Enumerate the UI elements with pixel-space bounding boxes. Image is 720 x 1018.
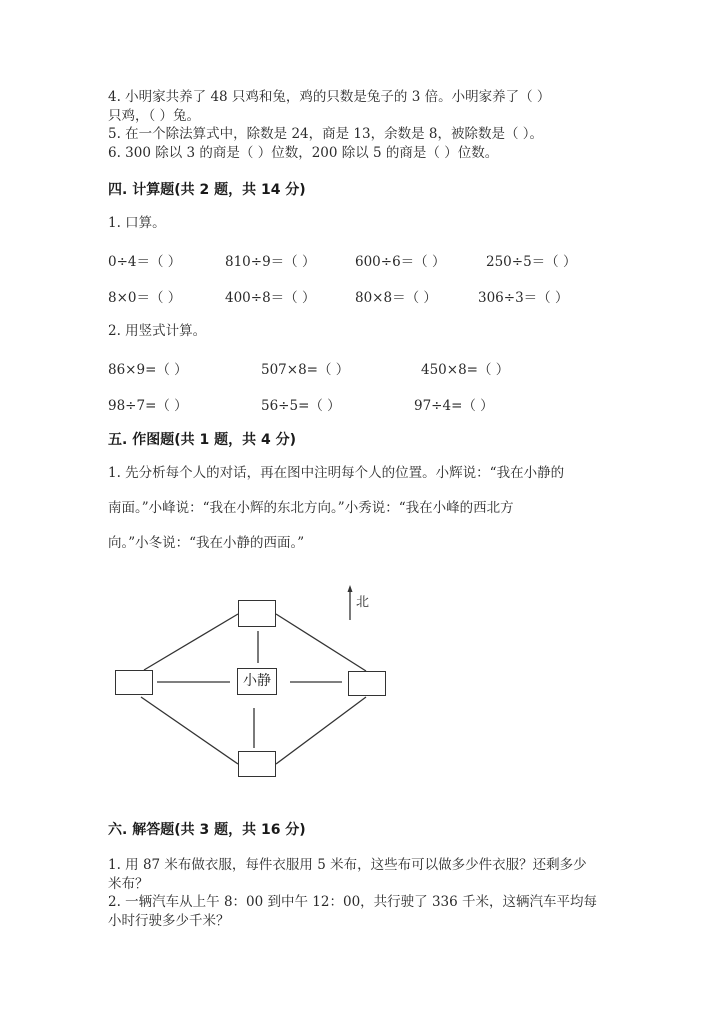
- diagram-box-top[interactable]: [238, 600, 276, 627]
- diagram-box-left[interactable]: [115, 670, 153, 695]
- diagram-box-right[interactable]: [348, 671, 386, 696]
- diagram-box-bottom[interactable]: [238, 751, 276, 777]
- vertical-calc-item: 86×9=（ ）: [108, 362, 188, 378]
- drawing-question-line-2: 南面。”小峰说：“我在小辉的东北方向。”小秀说：“我在小峰的西北方: [108, 500, 514, 516]
- oral-calc-item: 0÷4＝（ ）: [108, 254, 182, 270]
- question-6: 6. 300 除以 3 的商是（ ）位数，200 除以 5 的商是（ ）位数。: [108, 145, 499, 161]
- vertical-calc-item: 56÷5=（ ）: [261, 398, 341, 414]
- diagram-box-center: [237, 668, 277, 695]
- oral-calc-item: 80×8＝（ ）: [355, 290, 437, 306]
- vertical-calc-item: 507×8=（ ）: [261, 362, 350, 378]
- word-problem-2-line-2: 小时行驶多少千米？: [108, 913, 230, 929]
- word-problem-1-line-1: 1. 用 87 米布做衣服，每件衣服用 5 米布，这些布可以做多少件衣服？还剩多少: [108, 857, 587, 873]
- vertical-calc-label: 2. 用竖式计算。: [108, 323, 207, 339]
- question-4-line-2: 只鸡，（ ）兔。: [108, 108, 201, 124]
- drawing-question-line-3: 向。”小冬说：“我在小静的西面。”: [108, 535, 305, 551]
- section-5-title: 五. 作图题(共 1 题，共 4 分): [108, 432, 296, 448]
- question-4-line-1: 4. 小明家共养了 48 只鸡和兔，鸡的只数是兔子的 3 倍。小明家养了（ ）: [108, 89, 551, 105]
- question-5: 5. 在一个除法算式中，除数是 24，商是 13，余数是 8，被除数是（ ）。: [108, 126, 544, 142]
- word-problem-2-line-1: 2. 一辆汽车从上午 8：00 到中午 12：00，共行驶了 336 千米，这辆汽车平均每: [108, 894, 598, 910]
- center-label: 小静: [243, 673, 271, 689]
- oral-calc-item: 600÷6＝（ ）: [355, 254, 446, 270]
- drawing-question-line-1: 1. 先分析每个人的对话，再在图中注明每个人的位置。小辉说：“我在小静的: [108, 465, 565, 481]
- oral-calc-item: 8×0＝（ ）: [108, 290, 182, 306]
- oral-calc-item: 250÷5＝（ ）: [486, 254, 577, 270]
- oral-calc-item: 400÷8＝（ ）: [225, 290, 316, 306]
- section-6-title: 六. 解答题(共 3 题，共 16 分): [108, 822, 306, 838]
- vertical-calc-item: 98÷7=（ ）: [108, 398, 188, 414]
- oral-calc-item: 306÷3＝（ ）: [478, 290, 569, 306]
- vertical-calc-item: 97÷4=（ ）: [414, 398, 494, 414]
- section-4-title: 四. 计算题(共 2 题，共 14 分): [108, 182, 306, 198]
- vertical-calc-item: 450×8=（ ）: [421, 362, 510, 378]
- oral-calc-item: 810÷9＝（ ）: [225, 254, 316, 270]
- north-label: 北: [356, 595, 370, 610]
- word-problem-1-line-2: 米布？: [108, 876, 149, 892]
- oral-calc-label: 1. 口算。: [108, 215, 166, 231]
